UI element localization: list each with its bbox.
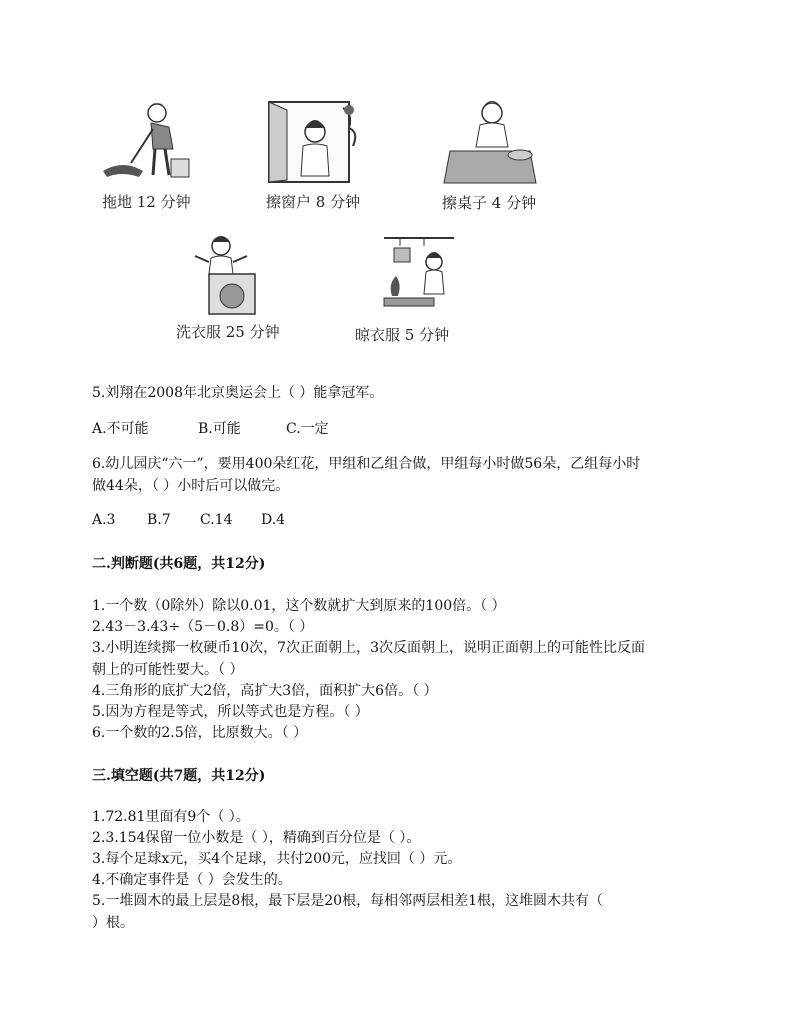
judge-section-heading: 二.判断题(共6题，共12分) (92, 556, 266, 572)
q5-option-b: B.可能 (198, 421, 241, 437)
judge-item: 朝上的可能性要大。（ ） (92, 662, 244, 678)
fill-item: 5.一堆圆木的最上层是8根，最下层是20根，每相邻两层相差1根，这堆圆木共有（ (92, 893, 603, 909)
table-illustration (440, 95, 540, 185)
mopping-girl-icon (95, 95, 205, 185)
judge-item: 5.因为方程是等式，所以等式也是方程。（ ） (92, 704, 369, 720)
judge-item: 2.43－3.43÷（5－0.8）=0。（ ） (92, 619, 314, 635)
caption-table: 擦桌子 4 分钟 (442, 194, 537, 212)
hanging-illustration (380, 232, 460, 312)
fill-item: 1.72.81里面有9个（ ）。 (92, 809, 250, 825)
judge-item: 4.三角形的底扩大2倍，高扩大3倍，面积扩大6倍。（ ） (92, 683, 438, 699)
caption-washing: 洗衣服 25 分钟 (176, 323, 280, 341)
caption-window: 擦窗户 8 分钟 (266, 193, 361, 211)
judge-item: 3.小明连续掷一枚硬币10次，7次正面朝上，3次反面朝上，说明正面朝上的可能性比反面 (92, 640, 645, 656)
fill-item: 3.每个足球x元，买4个足球，共付200元，应找回（ ）元。 (92, 851, 462, 867)
caption-hanging: 晾衣服 5 分钟 (355, 326, 450, 344)
washing-illustration (185, 228, 265, 318)
washing-machine-girl-icon (185, 228, 265, 318)
window-illustration (265, 98, 365, 186)
q6-option-a: A.3 (92, 512, 116, 528)
fill-item: 4.不确定事件是（ ）会发生的。 (92, 872, 292, 888)
judge-item: 1.一个数（0除外）除以0.01，这个数就扩大到原来的100倍。（ ） (92, 598, 506, 614)
window-cleaning-girl-icon (265, 98, 365, 186)
question-5-stem: 5.刘翔在2008年北京奥运会上（ ）能拿冠军。 (92, 385, 384, 401)
fill-item: ）根。 (92, 915, 134, 931)
q6-option-c: C.14 (200, 512, 233, 528)
judge-item: 6.一个数的2.5倍，比原数大。（ ） (92, 725, 308, 741)
fill-section-heading: 三.填空题(共7题，共12分) (92, 768, 266, 784)
caption-mopping: 拖地 12 分钟 (102, 193, 191, 211)
mopping-illustration (95, 95, 205, 185)
q6-option-d: D.4 (261, 512, 286, 528)
question-6-stem-line2: 做44朵，（ ）小时后可以做完。 (92, 478, 290, 494)
q5-option-a: A.不可能 (92, 421, 149, 437)
fill-item: 2.3.154保留一位小数是（ ），精确到百分位是（ ）。 (92, 830, 421, 846)
question-6-stem-line1: 6.幼儿园庆“六一”，要用400朵红花，甲组和乙组合做，甲组每小时做56朵，乙组每小时 (92, 456, 641, 472)
table-wiping-girl-icon (440, 95, 540, 185)
q6-option-b: B.7 (147, 512, 171, 528)
q5-option-c: C.一定 (286, 421, 329, 437)
hanging-clothes-girl-icon (380, 232, 460, 312)
